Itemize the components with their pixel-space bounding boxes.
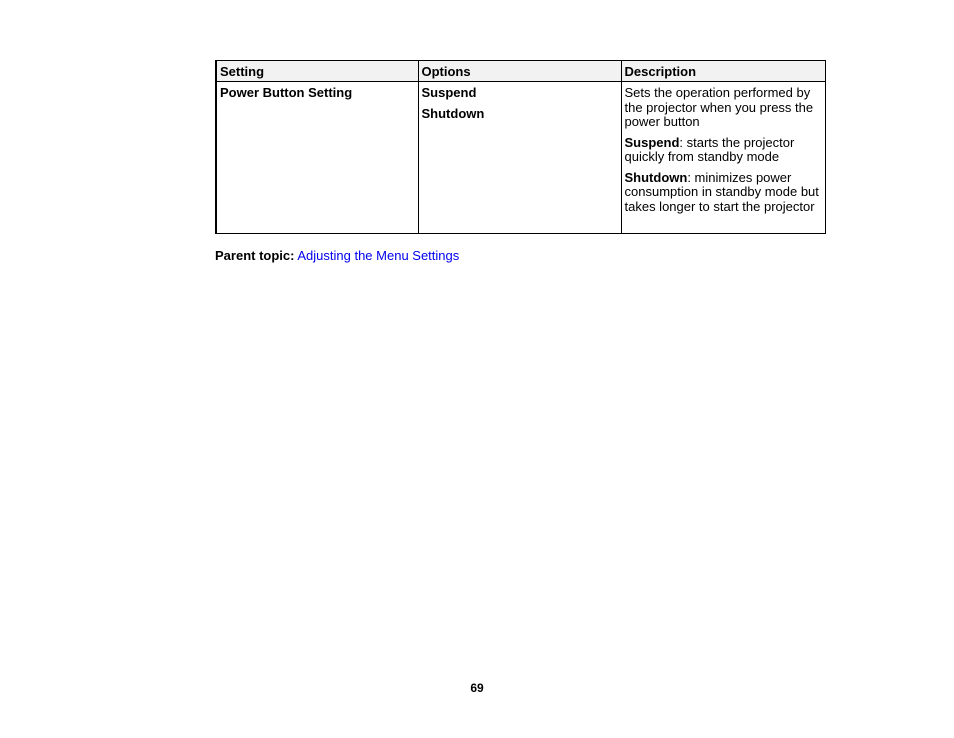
setting-cell (216, 82, 418, 234)
description-cell (621, 82, 825, 234)
description-shutdown (625, 171, 822, 215)
header-setting: Setting (216, 61, 418, 82)
options-cell (418, 82, 621, 234)
description-intro: Sets the operation performed by the projector when you press the power button (624, 85, 814, 129)
setting-name: Power Button Setting (220, 85, 353, 100)
header-options: Options (418, 61, 621, 82)
settings-table (215, 60, 826, 234)
parent-topic-link[interactable]: Adjusting the Menu Settings (297, 248, 460, 263)
description-suspend (625, 136, 822, 165)
table-header-row (216, 61, 825, 82)
parent-topic-label: Parent topic: (215, 248, 295, 263)
description-term-suspend: Suspend (624, 134, 680, 150)
parent-topic (215, 248, 459, 263)
option-shutdown: Shutdown (421, 105, 485, 121)
description-text-suspend: : starts the projector quickly from standby mode (624, 134, 795, 164)
header-description: Description (621, 61, 825, 82)
page-number: 69 (470, 681, 484, 695)
description-text-shutdown: : minimizes power consumption in standby mode but takes longer to start the projector (624, 169, 819, 214)
option-suspend: Suspend (421, 85, 477, 100)
table-row (216, 82, 825, 234)
description-term-shutdown: Shutdown (624, 169, 688, 185)
